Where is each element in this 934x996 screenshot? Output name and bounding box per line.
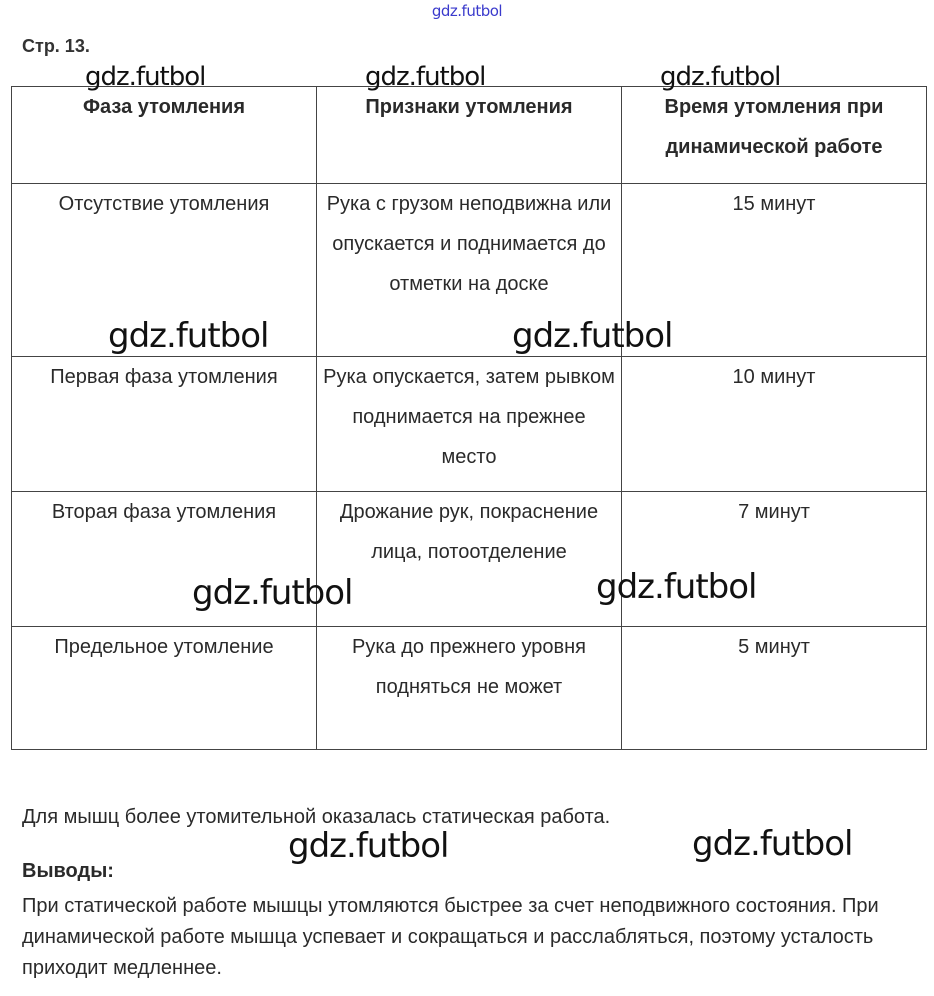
page-reference: Стр. 13. <box>22 36 90 56</box>
watermark: gdz.futbol <box>660 62 781 92</box>
cell-signs: Рука опускается, затем рывком поднимается на прежнее место <box>317 357 622 492</box>
watermark: gdz.futbol <box>365 62 486 92</box>
watermark: gdz.futbol <box>692 824 853 864</box>
table-header-row <box>12 87 927 184</box>
cell-time: 15 минут <box>622 184 927 357</box>
site-watermark-top[interactable]: gdz.futbol <box>431 2 503 20</box>
watermark: gdz.futbol <box>85 62 206 92</box>
watermark: gdz.futbol <box>108 316 269 356</box>
header-time: Время утомления при динамической работе <box>622 87 927 184</box>
watermark: gdz.futbol <box>192 573 353 613</box>
cell-signs: Дрожание рук, покраснение лица, потоотделение <box>317 492 622 627</box>
watermark: gdz.futbol <box>288 826 449 866</box>
cell-phase: Предельное утомление <box>12 627 317 750</box>
watermark: gdz.futbol <box>596 567 757 607</box>
header-signs: Признаки утомления <box>317 87 622 184</box>
table-row <box>12 357 927 492</box>
cell-phase: Первая фаза утомления <box>12 357 317 492</box>
conclusion-heading: Выводы: <box>22 860 114 882</box>
cell-signs: Рука до прежнего уровня подняться не может <box>317 627 622 750</box>
cell-signs: Рука с грузом неподвижна или опускается и поднимается до отметки на доске <box>317 184 622 357</box>
cell-time: 5 минут <box>622 627 927 750</box>
cell-phase: Вторая фаза утомления <box>12 492 317 627</box>
table-row <box>12 627 927 750</box>
header-phase: Фаза утомления <box>12 87 317 184</box>
statement-text: Для мышц более утомительной оказалась статическая работа. <box>22 806 611 828</box>
watermark: gdz.futbol <box>512 316 673 356</box>
conclusion-text: При статической работе мышцы утомляются быстрее за счет неподвижного состояния. При динамической работе мышца успевает и сокращаться и расслабляться, поэтому усталость приходит медленнее. <box>22 895 879 979</box>
fatigue-table <box>11 86 927 750</box>
table-row <box>12 492 927 627</box>
cell-time: 7 минут <box>622 492 927 627</box>
cell-time: 10 минут <box>622 357 927 492</box>
cell-phase: Отсутствие утомления <box>12 184 317 357</box>
